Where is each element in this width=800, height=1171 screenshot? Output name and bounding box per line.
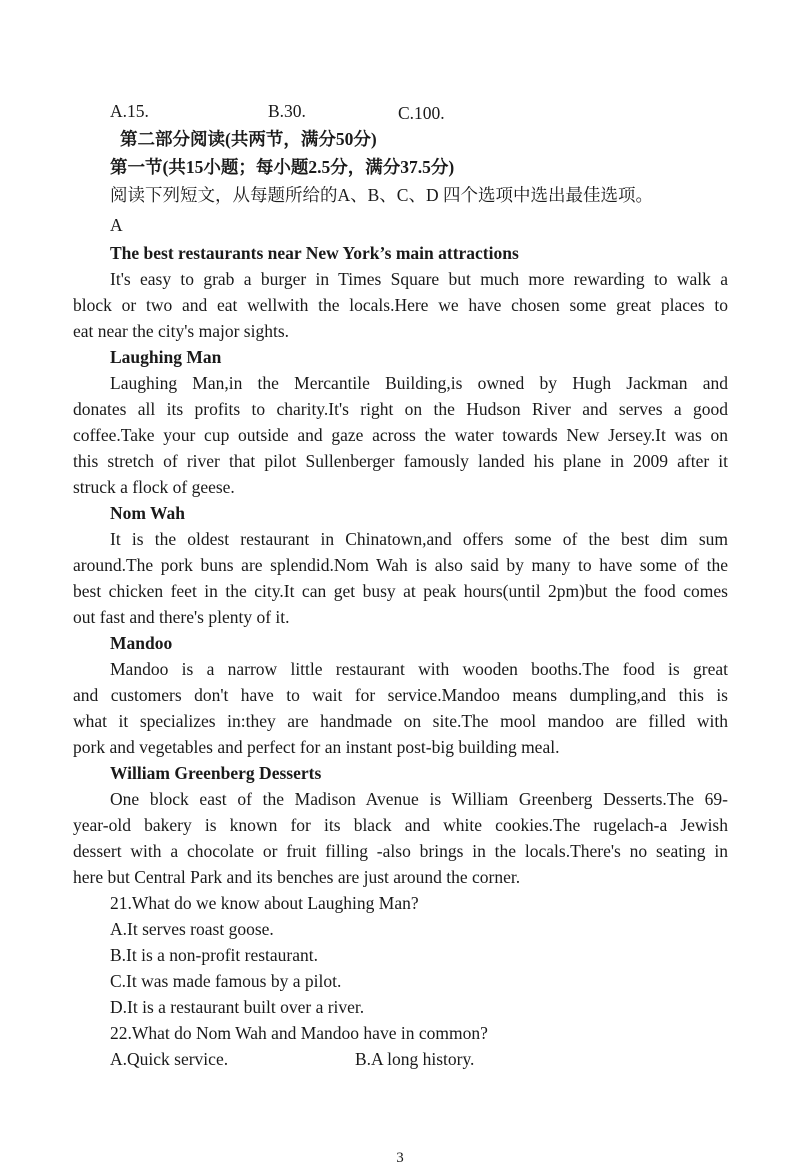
section-line: what it specializes in:they are handmade on site.The mool mandoo are filled with	[73, 711, 728, 731]
section-line: around.The pork buns are splendid.Nom Wah is also said by many to have some of the	[73, 555, 728, 575]
section-line: and customers don't have to wait for service.Mandoo means dumpling,and this is	[73, 685, 728, 705]
intro-line: It's easy to grab a burger in Times Square but much more rewarding to walk a	[110, 269, 728, 289]
section-line: best chicken feet in the city.It can get busy at peak hours(until 2pm)but the food comes	[73, 581, 728, 601]
section-line: coffee.Take your cup outside and gaze across the water towards New Jersey.It was on	[73, 425, 728, 445]
intro-line: block or two and eat wellwith the locals.Here we have chosen some great places to	[73, 295, 728, 315]
q21-option-c: C.It was made famous by a pilot.	[110, 971, 342, 991]
q22-option-b: B.A long history.	[355, 1049, 475, 1069]
intro-line: eat near the city's major sights.	[73, 321, 290, 341]
section-title: 第一节(共15小题；每小题2.5分，满分37.5分)	[110, 157, 455, 177]
passage-title: The best restaurants near New York’s main attractions	[110, 243, 519, 263]
section-line: struck a flock of geese.	[73, 477, 235, 497]
section-heading: Nom Wah	[110, 503, 186, 523]
section-line: this stretch of river that pilot Sullenberger famously landed his plane in 2009 after it	[73, 451, 728, 471]
passage-label: A	[110, 215, 123, 235]
q21-option-a: A.It serves roast goose.	[110, 919, 274, 939]
section-line: donates all its profits to charity.It's right on the Hudson River and serves a good	[73, 399, 728, 419]
section-heading: William Greenberg Desserts	[110, 763, 322, 783]
section-line: here but Central Park and its benches are just around the corner.	[73, 867, 521, 887]
instruction: 阅读下列短文，从每题所给的A、B、C、D 四个选项中选出最佳选项。	[110, 185, 653, 205]
section-line: It is the oldest restaurant in Chinatown,and offers some of the best dim sum	[110, 529, 728, 549]
section-line: pork and vegetables and perfect for an instant post-big building meal.	[73, 737, 560, 757]
section-line: out fast and there's plenty of it.	[73, 607, 290, 627]
q21-option-d: D.It is a restaurant built over a river.	[110, 997, 365, 1017]
prev-option-b: B.30.	[268, 101, 306, 121]
section-heading: Laughing Man	[110, 347, 222, 367]
q21-option-b: B.It is a non-profit restaurant.	[110, 945, 319, 965]
question-22: 22.What do Nom Wah and Mandoo have in common?	[110, 1023, 488, 1043]
section-line: year-old bakery is known for its black and white cookies.The rugelach-a Jewish	[73, 815, 728, 835]
section-line: Mandoo is a narrow little restaurant with wooden booths.The food is great	[110, 659, 728, 679]
prev-option-a: A.15.	[110, 101, 149, 121]
q22-option-a: A.Quick service.	[110, 1049, 229, 1069]
section-heading: Mandoo	[110, 633, 173, 653]
section-line: dessert with a chocolate or fruit filling -also brings in the locals.There's no seating in	[73, 841, 728, 861]
page-number: 3	[396, 1150, 404, 1166]
question-21: 21.What do we know about Laughing Man?	[110, 893, 419, 913]
section-line: One block east of the Madison Avenue is William Greenberg Desserts.The 69-	[110, 789, 728, 809]
part-title: 第二部分阅读(共两节，满分50分)	[120, 129, 377, 149]
prev-option-c: C.100.	[398, 103, 445, 123]
section-line: Laughing Man,in the Mercantile Building,is owned by Hugh Jackman and	[110, 373, 728, 393]
